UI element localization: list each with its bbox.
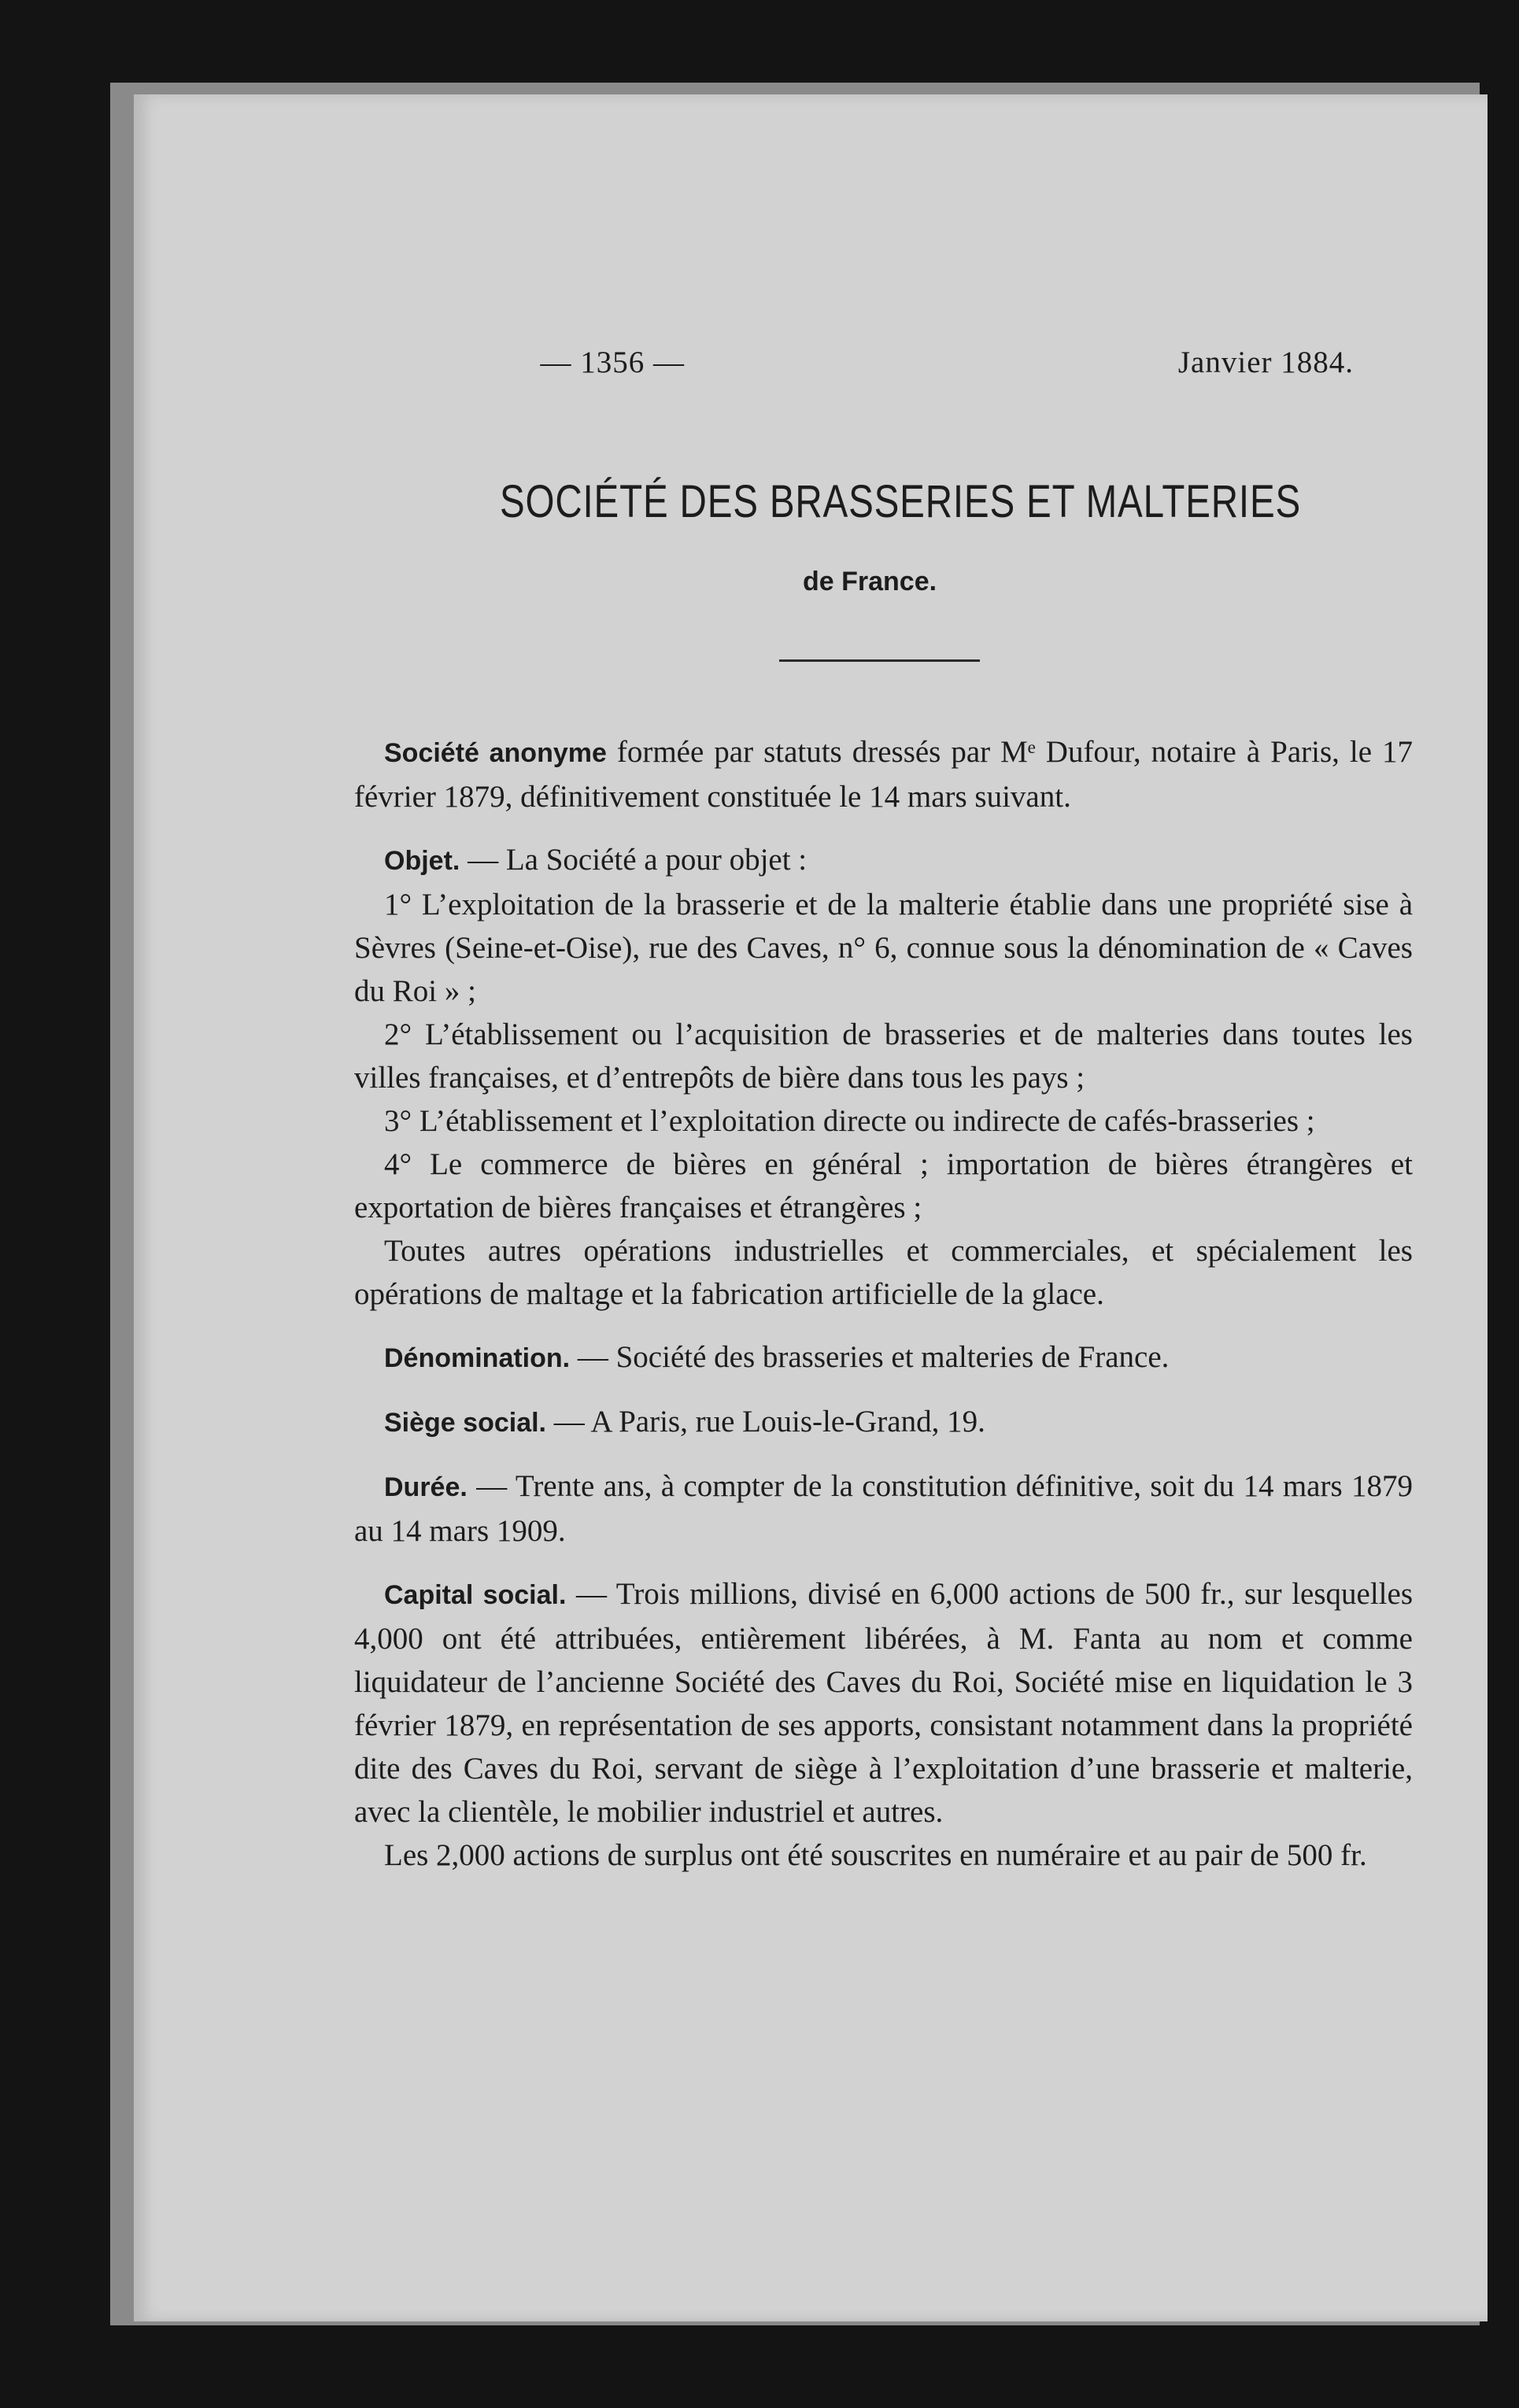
- document-title: SOCIÉTÉ DES BRASSERIES ET MALTERIES: [500, 476, 1302, 527]
- paragraph: [354, 838, 1413, 883]
- paragraph-text: 4° Le commerce de bières en général ; importation de bières étrangères et exportation de bières françaises et étrangères ;: [354, 1147, 1413, 1224]
- paragraph-text: 1° L’exploitation de la brasserie et de la malterie établie dans une propriété sise à Sèvres (Seine-et-Oise), rue des Caves, n° 6, connue sous la dénomination de « Caves du Roi » ;: [354, 888, 1413, 1008]
- running-header: [354, 345, 1354, 408]
- paragraph-text: — A Paris, rue Louis-le-Grand, 19.: [546, 1405, 985, 1439]
- paragraph: [354, 1834, 1413, 1877]
- paragraph: [354, 883, 1413, 1013]
- paragraph-label: Objet.: [384, 846, 460, 876]
- body-text: [354, 730, 1413, 1896]
- paragraph-label: Durée.: [384, 1472, 468, 1502]
- document-page: [134, 94, 1488, 2321]
- paragraph-label: Siège social.: [384, 1408, 546, 1438]
- header-date: Janvier 1884.: [1177, 345, 1354, 379]
- paragraph-text: — Trois millions, divisé en 6,000 actions de 500 fr., sur lesquelles 4,000 ont été attribuées, entièrement libérées, à M. Fanta au nom et comme liquidateur de l’ancienne Société des Caves du Roi, Société mise en liquidation le 3 février 1879, en représentation de ses apports, consistant notamment dans la propriété dite des Caves du Roi, servant de siège à l’exploitation d’une brasserie et malterie, avec la clientèle, le mobilier industriel et autres.: [354, 1577, 1413, 1829]
- paragraph: [354, 1229, 1413, 1316]
- paragraph: [354, 1572, 1413, 1834]
- paragraph-text: 2° L’établissement ou l’acquisition de brasseries et de malteries dans toutes les villes françaises, et d’entrepôts de bière dans tous les pays ;: [354, 1017, 1413, 1095]
- paragraph: [354, 730, 1413, 818]
- paragraph: [354, 1143, 1413, 1229]
- paragraph-text: Toutes autres opérations industrielles et commerciales, et spécialement les opérations de maltage et la fabrication artificielle de la glace.: [354, 1234, 1413, 1311]
- paragraph: [354, 1099, 1413, 1143]
- paragraph: [354, 1400, 1413, 1445]
- paragraph: [354, 1013, 1413, 1099]
- title-rule: [779, 659, 980, 662]
- paragraph-text: formée par statuts dressés par Mᵉ Dufour, notaire à Paris, le 17 février 1879, définitivement constituée le 14 mars suivant.: [354, 735, 1413, 814]
- paragraph-label: Dénomination.: [384, 1343, 571, 1373]
- paragraph-text: — Trente ans, à compter de la constitution définitive, soit du 14 mars 1879 au 14 mars 1909.: [354, 1469, 1413, 1548]
- paragraph-text: — Société des brasseries et malteries de France.: [570, 1340, 1170, 1374]
- paragraph-text: — La Société a pour objet :: [460, 843, 808, 877]
- paragraph: [354, 1335, 1413, 1380]
- paragraph-label: Capital social.: [384, 1580, 567, 1610]
- paragraph-label: Société anonyme: [384, 738, 607, 768]
- paragraph: [354, 1464, 1413, 1553]
- paragraph-text: 3° L’établissement et l’exploitation directe ou indirecte de cafés-brasseries ;: [384, 1104, 1315, 1138]
- page-number: — 1356 —: [540, 345, 685, 379]
- paragraph-text: Les 2,000 actions de surplus ont été souscrites en numéraire et au pair de 500 fr.: [384, 1838, 1367, 1872]
- document-subtitle: de France.: [803, 567, 937, 596]
